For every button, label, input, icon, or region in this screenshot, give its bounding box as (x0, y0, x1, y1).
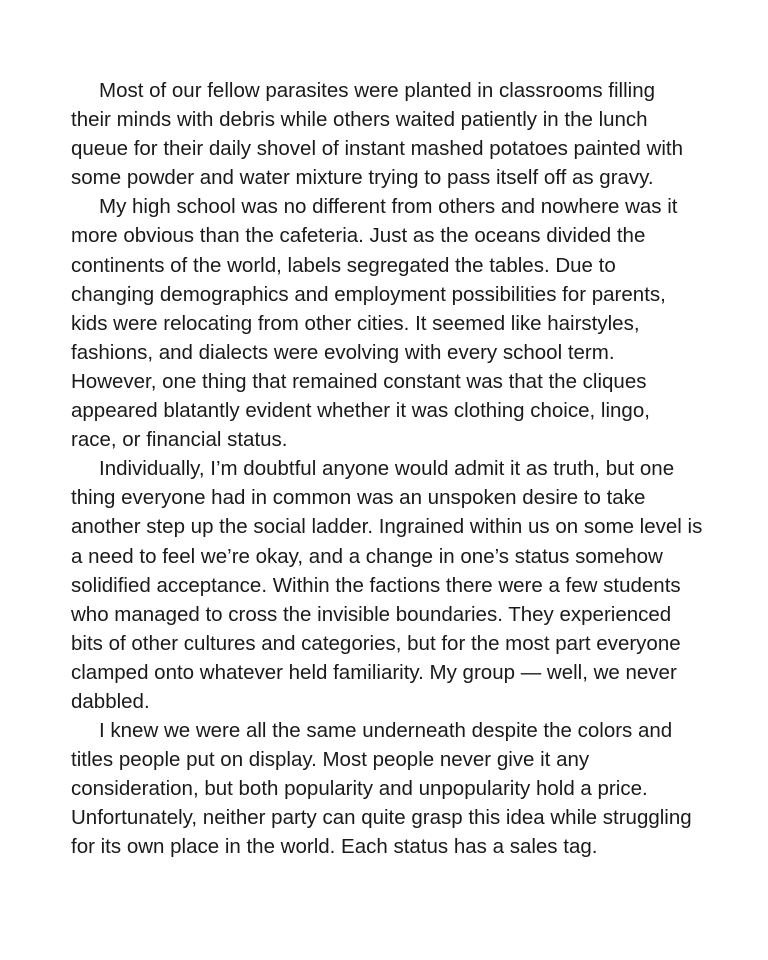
text-line: I knew we were all the same underneath despite the colors and (99, 719, 673, 743)
text-line: dabbled. (71, 689, 150, 713)
text-line: appeared blatantly evident whether it was clothing choice, lingo, (71, 399, 650, 423)
text-line: their minds with debris while others waited patiently in the lunch (71, 108, 648, 132)
text-line: titles people put on display. Most people never give it any (71, 748, 590, 772)
text-line: changing demographics and employment possibilities for parents, (71, 282, 666, 306)
text-line: race, or financial status. (71, 428, 288, 452)
paragraph-1 (43, 76, 733, 192)
paragraph-4 (43, 716, 733, 861)
document-body (43, 76, 733, 862)
text-line: kids were relocating from other cities. It seemed like hairstyles, (71, 311, 640, 335)
text-line: solidified acceptance. Within the factions there were a few students (71, 573, 681, 597)
text-line: another step up the social ladder. Ingrained within us on some level is (71, 515, 703, 539)
text-line: bits of other cultures and categories, but for the most part everyone (71, 631, 681, 655)
text-line: consideration, but both popularity and unpopularity hold a price. (71, 777, 648, 801)
paragraph-3 (43, 454, 733, 716)
text-line: My high school was no different from others and nowhere was it (99, 195, 678, 219)
text-line: thing everyone had in common was an unspoken desire to take (71, 486, 646, 510)
text-line: who managed to cross the invisible boundaries. They experienced (71, 602, 672, 626)
text-line: However, one thing that remained constant was that the cliques (71, 369, 647, 393)
text-line: Most of our fellow parasites were planted in classrooms filling (99, 79, 656, 102)
text-line: queue for their daily shovel of instant mashed potatoes painted with (71, 137, 683, 161)
text-line: clamped onto whatever held familiarity. My group — well, we never (71, 660, 677, 684)
text-line: Unfortunately, neither party can quite grasp this idea while struggling (71, 806, 692, 830)
text-line: continents of the world, labels segregated the tables. Due to (71, 253, 616, 277)
paragraph-2 (43, 192, 733, 454)
text-line: a need to feel we’re okay, and a change in one’s status somehow (71, 544, 663, 568)
text-line: Individually, I’m doubtful anyone would admit it as truth, but one (99, 457, 675, 481)
text-line: some powder and water mixture trying to pass itself off as gravy. (71, 166, 654, 190)
text-line: fashions, and dialects were evolving with every school term. (71, 340, 615, 364)
text-line: more obvious than the cafeteria. Just as the oceans divided the (71, 224, 646, 248)
text-line: for its own place in the world. Each status has a sales tag. (71, 835, 598, 859)
